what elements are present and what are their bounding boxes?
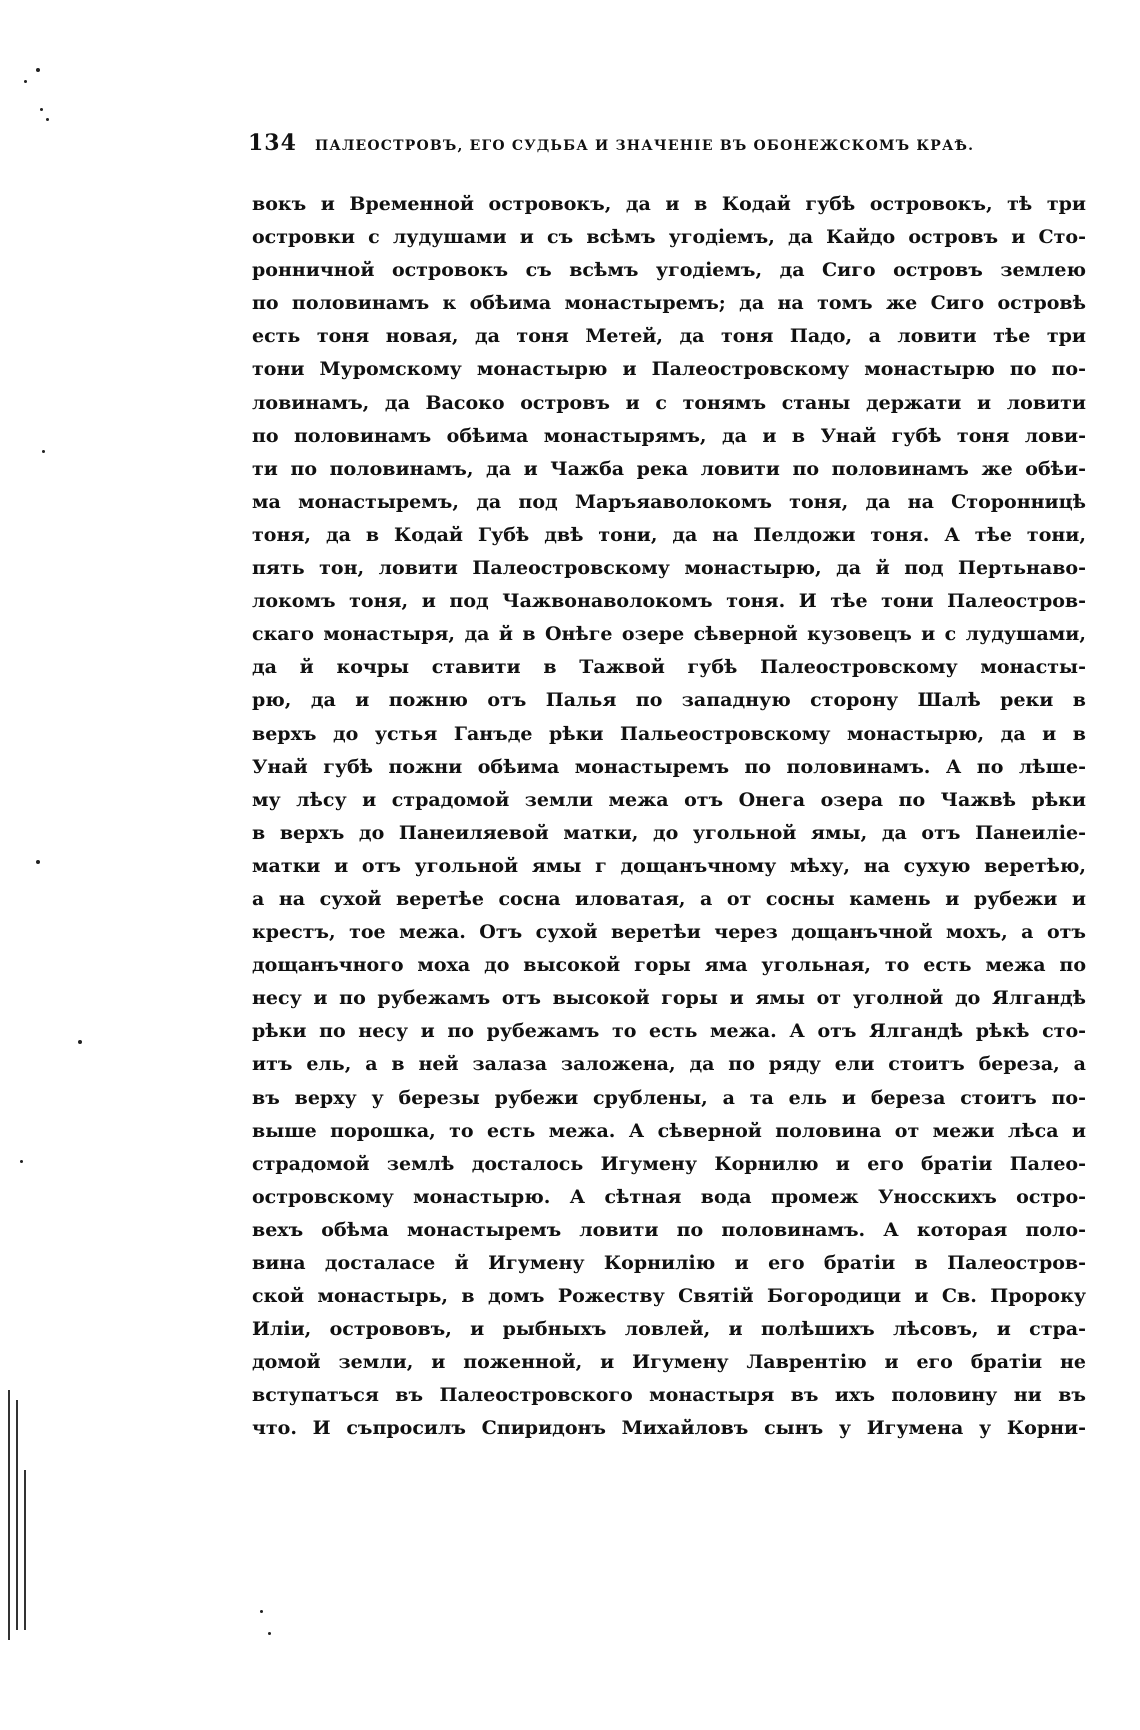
scan-speck: [78, 1040, 82, 1044]
text-line: дощанъчного моха до высокой горы яма угольная, то есть межа по: [252, 954, 1086, 977]
scan-speck: [46, 118, 49, 121]
text-line: Унай губѣ пожни обѣима монастыремъ по половинамъ. А по лѣше-: [252, 755, 1086, 778]
text-line: вехъ обѣма монастыремъ ловити по половинамъ. А которая поло-: [252, 1218, 1086, 1241]
scan-speck: [24, 80, 27, 83]
text-line: а на сухой веретѣе сосна иловатая, а от сосны камень и рубежи и: [252, 887, 1086, 910]
scan-speck: [40, 108, 43, 111]
body-text: [252, 188, 1086, 1446]
text-line: ронничной островокъ съ всѣмъ угодіемъ, да Сиго островъ землею: [252, 259, 1086, 282]
running-title: ПАЛЕОСТРОВЪ, ЕГО СУДЬБА И ЗНАЧЕНІЕ ВЪ ОБОНЕЖСКОМЪ КРАѢ.: [314, 138, 975, 154]
text-line: вокъ и Временной островокъ, да и в Кодай губѣ островокъ, тѣ три: [252, 193, 1086, 215]
scan-speck: [20, 1160, 23, 1163]
scan-speck: [260, 1610, 263, 1613]
text-line: верхъ до устья Ганъде рѣки Пальеостровскому монастырю, да и в: [252, 722, 1086, 745]
text-line: рѣки по несу и по рубежамъ то есть межа. А отъ Ялгандѣ рѣкѣ сто-: [252, 1020, 1086, 1043]
scan-edge-line: [8, 1390, 10, 1640]
text-line: му лѣсу и страдомой земли межа отъ Онега озера по Чажвѣ рѣки: [252, 788, 1086, 811]
text-line: вступатъся въ Палеостровского монастыря въ ихъ половину ни въ: [252, 1384, 1086, 1407]
text-line: что. И съпросилъ Спиридонъ Михайловъ сынъ у Игумена у Корни-: [252, 1417, 1086, 1440]
text-line: островскому монастырю. А сѣтная вода промеж Уносскихъ остро-: [252, 1185, 1086, 1208]
running-head: [248, 130, 1078, 156]
scan-speck: [36, 68, 40, 72]
text-line: ти по половинамъ, да и Чажба река ловити по половинамъ же обѣи-: [252, 457, 1086, 480]
text-line: въ верху у березы рубежи срублены, а та ель и береза стоитъ по-: [252, 1086, 1086, 1109]
text-line: островки с лудушами и съ всѣмъ угодіемъ, да Кайдо островъ и Сто-: [252, 226, 1086, 249]
scan-edge-line: [24, 1470, 26, 1630]
text-line: ской монастырь, в домъ Рожеству Святій Богородици и Св. Пророку: [252, 1285, 1086, 1308]
text-line: итъ ель, а в ней залаза заложена, да по ряду ели стоитъ береза, а: [252, 1053, 1086, 1076]
text-line: тони Муромскому монастырю и Палеостровскому монастырю по по-: [252, 358, 1086, 381]
text-line: рю, да и пожню отъ Палья по западную сторону Шалѣ реки в: [252, 689, 1086, 712]
text-line: страдомой землѣ досталось Игумену Корнилю и его братіи Палео-: [252, 1152, 1086, 1175]
text-line: крестъ, тое межа. Отъ сухой веретѣи через дощанъчной мохъ, а отъ: [252, 921, 1086, 944]
text-line: да й кочры ставити в Тажвой губѣ Палеостровскому монасты-: [252, 656, 1086, 679]
scan-edge-line: [16, 1400, 18, 1630]
text-line: ловинамъ, да Васоко островъ и с тонямъ станы держати и ловити: [252, 391, 1086, 414]
scan-speck: [36, 860, 40, 864]
text-line: домой земли, и поженной, и Игумену Лаврентію и его братіи не: [252, 1351, 1086, 1374]
text-line: локомъ тоня, и под Чажвонаволокомъ тоня. И тѣе тони Палеостров-: [252, 590, 1086, 613]
text-line: выше порошка, то есть межа. А сѣверной половина от межи лѣса и: [252, 1119, 1086, 1142]
text-line: по половинамъ обѣима монастырямъ, да и в Унай губѣ тоня лови-: [252, 424, 1086, 447]
text-line: пять тон, ловити Палеостровскому монастырю, да й под Пертьнаво-: [252, 557, 1086, 580]
text-line: скаго монастыря, да й в Онѣге озере сѣверной кузовецъ и с лудушами,: [252, 623, 1086, 646]
text-line: несу и по рубежамъ отъ высокой горы и ямы от уголной до Ялгандѣ: [252, 987, 1086, 1010]
text-line: есть тоня новая, да тоня Метей, да тоня Падо, а ловити тѣе три: [252, 325, 1086, 348]
scan-speck: [268, 1632, 271, 1635]
text-line: тоня, да в Кодай Губѣ двѣ тони, да на Пелдожи тоня. А тѣе тони,: [252, 523, 1086, 546]
text-line: по половинамъ к обѣима монастыремъ; да на томъ же Сиго островѣ: [252, 292, 1086, 315]
text-line: матки и отъ угольной ямы г дощанъчному мѣху, на сухую веретѣю,: [252, 854, 1086, 877]
text-line: в верхъ до Панеиляевой матки, до угольной ямы, да отъ Панеилiе-: [252, 821, 1086, 844]
text-line: вина досталасе й Игумену Корнилію и его братіи в Палеостров-: [252, 1252, 1086, 1274]
text-line: ма монастыремъ, да под Маръяаволокомъ тоня, да на Сторонницѣ: [252, 490, 1086, 513]
scan-speck: [42, 450, 45, 453]
text-line: Иліи, острововъ, и рыбныхъ ловлей, и полѣшихъ лѣсовъ, и стра-: [252, 1318, 1086, 1341]
page-number: 134: [248, 130, 297, 156]
